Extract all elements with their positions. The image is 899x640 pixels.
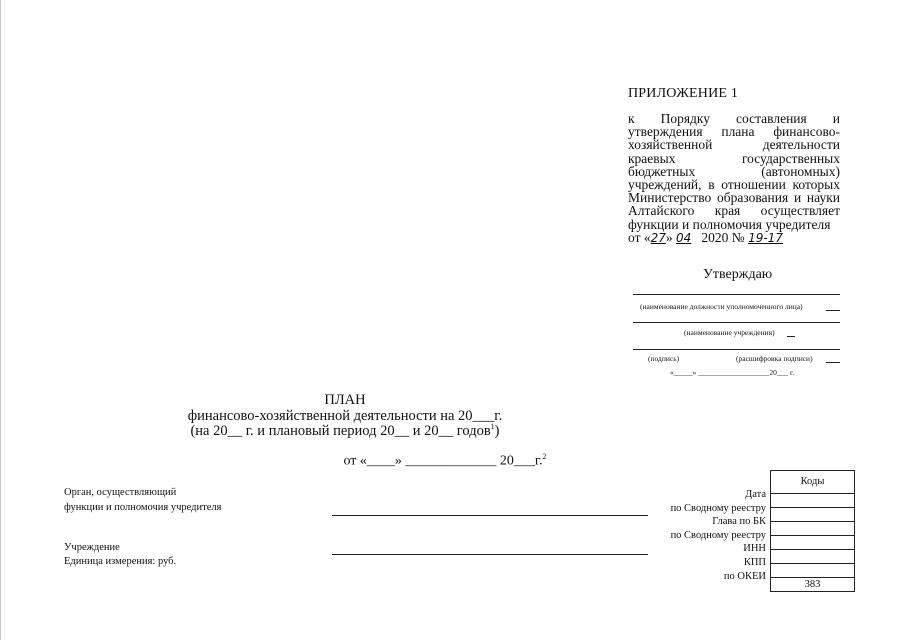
appendix-date-month: 04 [676,230,692,245]
appendix-order-number: 19-17 [748,230,783,245]
appendix-title: ПРИЛОЖЕНИЕ 1 [628,86,739,101]
approval-date-line: «_____» ___________________20___ г. [670,368,795,377]
codes-row-label: Глава по БК [712,516,766,527]
plan-subtitle: финансово-хозяйственной деятельности на 20___г. [187,408,503,424]
codes-table [770,470,855,592]
codes-cell-registry [771,508,855,522]
codes-header: Коды [771,471,855,494]
signature-caption: (подпись) [648,354,680,363]
institution-tail-line [787,336,795,337]
plan-date-text: от «____» _____________ 20___г. [343,453,543,469]
position-tail-line [826,310,840,311]
plan-period-text: (на 20__ г. и плановый период 20__ и 20__ годов [190,422,491,439]
codes-cell-okei: 383 [771,578,855,592]
codes-cell-inn [771,550,855,564]
appendix-date-year: 2020 № [701,229,745,245]
organ-label-line2: функции и полномочия учредителя [64,502,222,513]
decode-caption: (расшифровка подписи) [736,354,813,363]
codes-row-label: КПП [743,557,766,568]
appendix-text: к Порядку составления и утверждения плана финансово-хозяйственной деятельности краевых государственных бюджетных (автономных) учреждений, в отношении которых Министерство образования и науки Алтайского края осуществляет функции и полномочия учредителя [628,111,840,232]
plan-date-note: 2 [542,452,547,461]
appendix-date-prefix: от « [628,229,651,245]
codes-row-label: по Сводному реестру [670,503,766,514]
unit-label: Единица измерения: руб. [64,556,177,567]
institution-label: Учреждение [64,542,120,553]
appendix-text-block [628,112,840,245]
plan-period-note: 1 [490,422,495,431]
plan-title: ПЛАН [324,392,366,408]
decode-tail-line [826,362,840,363]
codes-row-label: Дата [745,489,766,500]
codes-cell-bk [771,522,855,536]
institution-caption: (наименование учреждения) [684,328,775,337]
page-edge-line [0,0,1,640]
approval-title: Утверждаю [703,267,773,282]
appendix-date-day: 27 [650,230,666,245]
codes-row-label: по Сводному реестру [670,530,766,541]
appendix-date-mid: » [665,229,673,245]
institution-field-line [332,554,648,555]
plan-period: (на 20__ г. и плановый период 20__ и 20__ годов$^1$) [190,422,500,439]
position-caption: (наименование должности уполномоченного лица) [640,302,803,311]
codes-row-label: ИНН [743,543,766,554]
position-line [633,294,840,295]
codes-cell-kpp [771,564,855,578]
codes-cell-registry-2 [771,536,855,550]
plan-date [0,452,890,470]
codes-cell-date [771,494,855,508]
organ-field-line [332,515,648,516]
codes-row-label: по ОКЕИ [723,571,766,582]
organ-label-line1: Орган, осуществляющий [64,487,177,498]
signature-line [633,349,840,350]
institution-line [633,322,840,323]
